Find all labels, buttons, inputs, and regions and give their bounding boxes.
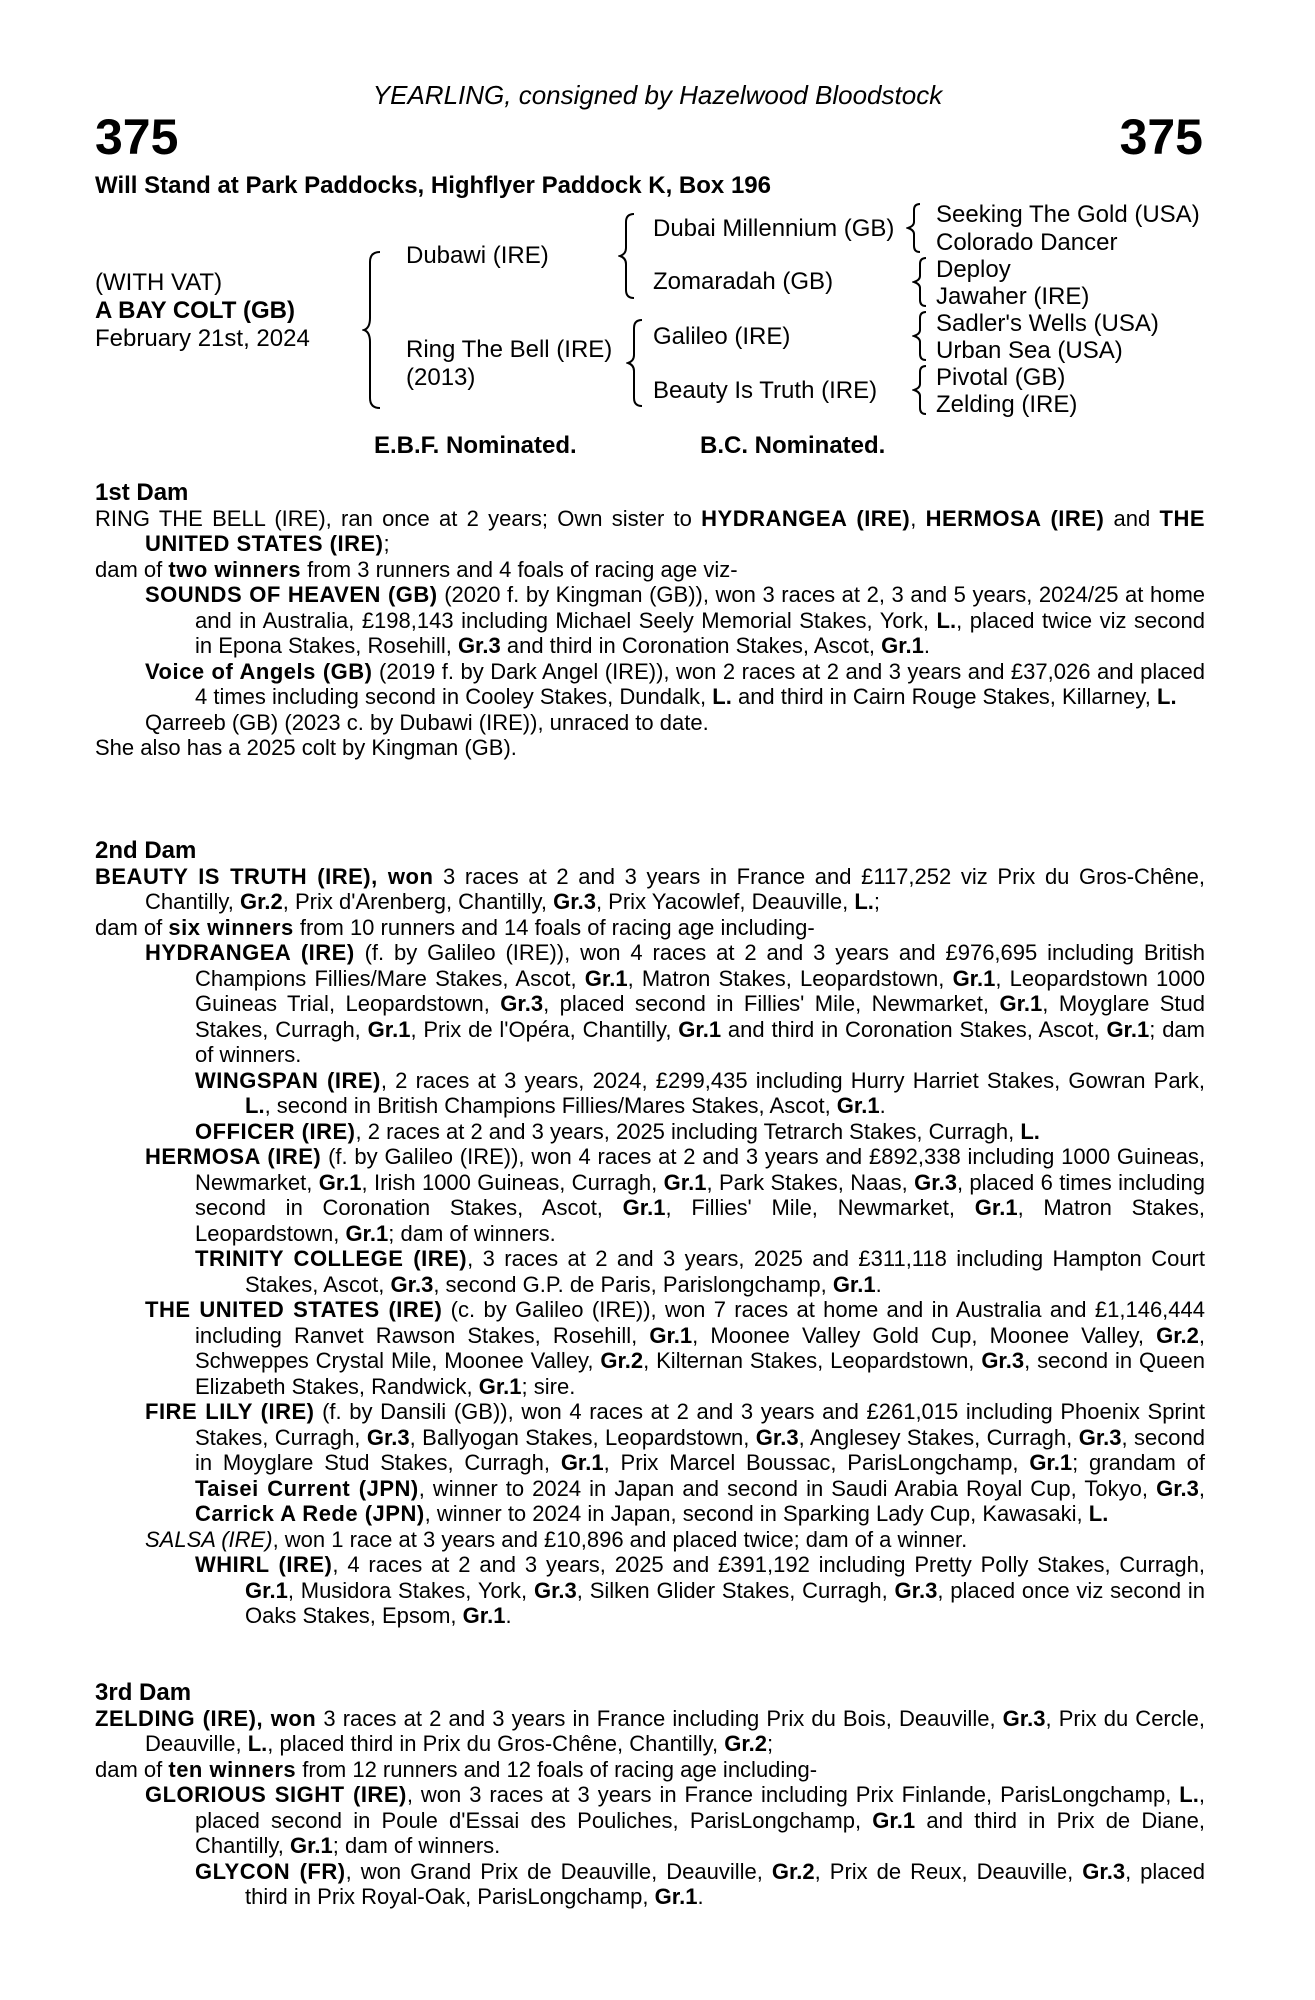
second-dam-section <box>95 838 1205 1629</box>
sire: Dubawi (IRE) <box>406 242 549 269</box>
produce-officer: OFFICER (IRE), 2 races at 2 and 3 years, 2025 including Tetrarch Stakes, Curragh, L. <box>195 1118 1040 1144</box>
produce-glycon: GLYCON (FR), won Grand Prix de Deauville, Deauville, Gr.2, Prix de Reux, Deauville, Gr.3, placed third in Prix Royal-Oak, ParisLongchamp, Gr.1. <box>195 1858 1206 1909</box>
horse-dob: February 21st, 2024 <box>95 325 310 352</box>
dam-sire: Galileo (IRE) <box>653 323 791 350</box>
sire-sire: Dubai Millennium (GB) <box>653 215 895 242</box>
dam-dam-dam: Zelding (IRE) <box>936 391 1078 418</box>
first-dam-produce-summary: dam of two winners from 3 runners and 4 foals of racing age viz- <box>95 556 738 582</box>
bc-nomination: B.C. Nominated. <box>700 432 886 459</box>
produce-wingspan: WINGSPAN (IRE), 2 races at 3 years, 2024, £299,435 including Hurry Harriet Stakes, Gowran Park, L., second in British Champions Fillies/Mares Stakes, Ascot, Gr.1. <box>195 1067 1205 1118</box>
dam-dam-sire: Pivotal (GB) <box>936 364 1066 391</box>
produce-glorious-sight: GLORIOUS SIGHT (IRE), won 3 races at 3 years in France including Prix Finlande, ParisLongchamp, L., placed second in Poule d'Essai des Pouliches, ParisLongchamp, Gr.1 and third in Prix de Diane, Chantilly, Gr.1; dam of winners. <box>145 1782 1205 1858</box>
horse-name: A BAY COLT (GB) <box>95 297 296 324</box>
pedigree-brace-ds <box>912 310 928 362</box>
second-dam-produce-summary: dam of six winners from 10 runners and 14 foals of racing age including- <box>95 914 815 940</box>
second-dam-heading: 2nd Dam <box>95 837 197 864</box>
first-dam-heading: 1st Dam <box>95 479 189 506</box>
lot-number-right: 375 <box>1119 109 1203 165</box>
sire-dam: Zomaradah (GB) <box>653 268 834 295</box>
third-dam-produce-summary: dam of ten winners from 12 runners and 12 foals of racing age including- <box>95 1756 818 1782</box>
first-dam-intro: RING THE BELL (IRE), ran once at 2 years; Own sister to HYDRANGEA (IRE), HERMOSA (IRE) and THE UNITED STATES (IRE); <box>95 505 1205 556</box>
sire-dam-dam: Jawaher (IRE) <box>936 283 1090 310</box>
lot-number-left: 375 <box>95 109 179 165</box>
pedigree-brace-sd <box>912 256 928 308</box>
produce-fire-lily: FIRE LILY (IRE) (f. by Dansili (GB)), won 4 races at 2 and 3 years and £261,015 including Phoenix Sprint Stakes, Curragh, Gr.3, Ballyogan Stakes, Leopardstown, Gr.3, Anglesey Stakes, Curragh, Gr.3, second in Moyglare Stud Stakes, Curragh, Gr.1, Prix Marcel Boussac, ParisLongchamp, Gr.1; grandam of Taisei Current (JPN), winner to 2024 in Japan and second in Saudi Arabia Royal Cup, Tokyo, Gr.3, Carrick A Rede (JPN), winner to 2024 in Japan, second in Sparking Lady Cup, Kawasaki, L. <box>145 1399 1206 1526</box>
sire-sire-dam: Colorado Dancer <box>936 229 1118 256</box>
ebf-nomination: E.B.F. Nominated. <box>374 432 577 459</box>
third-dam-heading: 3rd Dam <box>95 1679 192 1706</box>
pedigree-brace-dd <box>912 364 928 416</box>
produce-voice-of-angels: Voice of Angels (GB) (2019 f. by Dark Angel (IRE)), won 2 races at 2 and 3 years and £37,026 and placed 4 times including second in Cooley Stakes, Dundalk, L. and third in Cairn Rouge Stakes, Killarney, L. <box>145 658 1205 709</box>
produce-hermosa: HERMOSA (IRE) (f. by Galileo (IRE)), won 4 races at 2 and 3 years and £892,338 including 1000 Guineas, Newmarket, Gr.1, Irish 1000 Guineas, Curragh, Gr.1, Park Stakes, Naas, Gr.3, placed 6 times including second in Coronation Stakes, Ascot, Gr.1, Fillies' Mile, Newmarket, Gr.1, Matron Stakes, Leopardstown, Gr.1; dam of winners. <box>145 1144 1206 1246</box>
pedigree-brace-dam <box>626 318 644 408</box>
produce-sounds-of-heaven: SOUNDS OF HEAVEN (GB) (2020 f. by Kingman (GB)), won 3 races at 2, 3 and 5 years, 2024/25 at home and in Australia, £198,143 including Michael Seely Memorial Stakes, York, L., placed twice viz second in Epona Stakes, Rosehill, Gr.3 and third in Coronation Stakes, Ascot, Gr.1. <box>145 582 1205 658</box>
third-dam-section <box>95 1680 1205 1910</box>
dam-year: (2013) <box>406 364 476 391</box>
dam-sire-dam: Urban Sea (USA) <box>936 337 1123 364</box>
pedigree-brace-main <box>362 250 382 410</box>
dam: Ring The Bell (IRE) <box>406 336 613 363</box>
stand-location: Will Stand at Park Paddocks, Highflyer Paddock K, Box 196 <box>95 172 771 199</box>
produce-the-united-states: THE UNITED STATES (IRE) (c. by Galileo (IRE)), won 7 races at home and in Australia and £1,146,444 including Ranvet Rawson Stakes, Rosehill, Gr.1, Moonee Valley Gold Cup, Moonee Valley, Gr.2, Schweppes Crystal Mile, Moonee Valley, Gr.2, Kilternan Stakes, Leopardstown, Gr.3, second in Queen Elizabeth Stakes, Randwick, Gr.1; sire. <box>145 1297 1206 1399</box>
third-dam-intro: ZELDING (IRE), won 3 races at 2 and 3 years in France including Prix du Bois, Deauville, Gr.3, Prix du Cercle, Deauville, L., placed third in Prix du Gros-Chêne, Chantilly, Gr.2; <box>95 1705 1205 1756</box>
first-dam-section <box>95 480 1205 761</box>
produce-2025-colt: She also has a 2025 colt by Kingman (GB). <box>95 735 517 760</box>
produce-trinity-college: TRINITY COLLEGE (IRE), 3 races at 2 and 3 years, 2025 and £311,118 including Hampton Court Stakes, Ascot, Gr.3, second G.P. de Paris, Parislongchamp, Gr.1. <box>195 1246 1205 1297</box>
produce-qarreeb: Qarreeb (GB) (2023 c. by Dubawi (IRE)), unraced to date. <box>145 709 709 735</box>
dam-dam: Beauty Is Truth (IRE) <box>653 377 878 404</box>
sire-sire-sire: Seeking The Gold (USA) <box>936 201 1200 228</box>
dam-sire-sire: Sadler's Wells (USA) <box>936 310 1159 337</box>
second-dam-intro: BEAUTY IS TRUTH (IRE), won 3 races at 2 and 3 years in France and £117,252 viz Prix du Gros-Chêne, Chantilly, Gr.2, Prix d'Arenberg, Chantilly, Gr.3, Prix Yacowlef, Deauville, L.; <box>95 863 1205 914</box>
pedigree-brace-ss <box>906 202 922 254</box>
pedigree-brace-sire <box>618 212 636 300</box>
vat-note: (WITH VAT) <box>95 269 223 296</box>
catalogue-subtitle: YEARLING, consigned by Hazelwood Bloodstock <box>372 80 943 110</box>
produce-salsa: SALSA (IRE), won 1 race at 3 years and £10,896 and placed twice; dam of a winner. <box>145 1526 968 1552</box>
produce-hydrangea: HYDRANGEA (IRE) (f. by Galileo (IRE)), won 4 races at 2 and 3 years and £976,695 including British Champions Fillies/Mare Stakes, Ascot, Gr.1, Matron Stakes, Leopardstown, Gr.1, Leopardstown 1000 Guineas Trial, Leopardstown, Gr.3, placed second in Fillies' Mile, Newmarket, Gr.1, Moyglare Stud Stakes, Curragh, Gr.1, Prix de l'Opéra, Chantilly, Gr.1 and third in Coronation Stakes, Ascot, Gr.1; dam of winners. <box>145 940 1206 1067</box>
sire-dam-sire: Deploy <box>936 256 1011 283</box>
produce-whirl: WHIRL (IRE), 4 races at 2 and 3 years, 2025 and £391,192 including Pretty Polly Stakes, Curragh, Gr.1, Musidora Stakes, York, Gr.3, Silken Glider Stakes, Curragh, Gr.3, placed once viz second in Oaks Stakes, Epsom, Gr.1. <box>195 1552 1206 1628</box>
